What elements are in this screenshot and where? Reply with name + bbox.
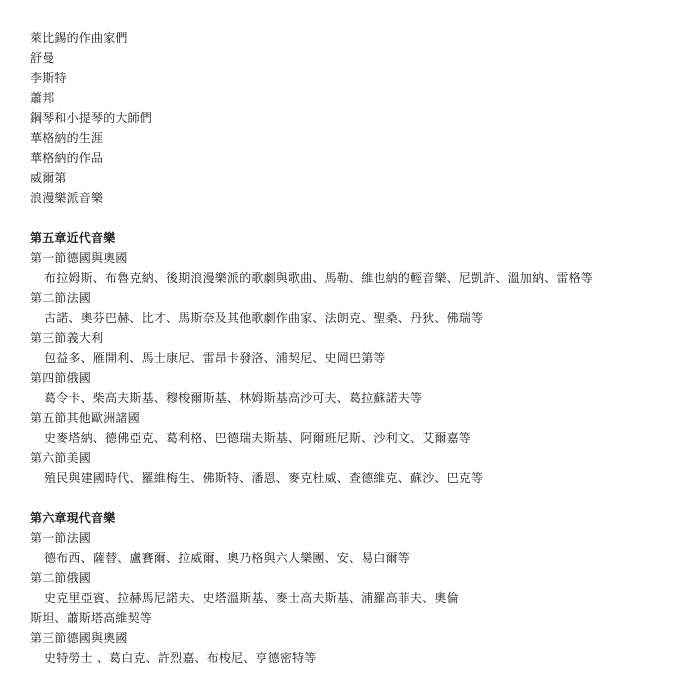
document-body	[30, 28, 690, 668]
section-content: 古諾、奧芬巴赫、比才、馬斯奈及其他歌劇作曲家、法朗克、聖桑、丹狄、佛瑞等	[44, 311, 484, 325]
section-content: 葛令卡、柴高夫斯基、穆梭爾斯基、林姆斯基高沙可夫、葛拉蘇諾夫等	[44, 391, 423, 405]
spacer	[30, 208, 690, 228]
intro-list	[30, 28, 690, 208]
section-content: 包益多、雁開利、馬士康尼、雷昂卡發洛、浦契尼、史岡巴第等	[44, 351, 386, 365]
section-content: 布拉姆斯、布魯克納、後期浪漫樂派的歌劇與歌曲、馬勒、維也納的輕音樂、尼凱許、溫加納、雷格等	[44, 271, 594, 285]
chapter-6	[30, 508, 690, 668]
list-item: 舒曼	[30, 51, 55, 65]
list-item: 萊比錫的作曲家們	[30, 31, 128, 45]
list-item: 蕭邦	[30, 91, 55, 105]
section-content: 史特勞士 、葛白克、許烈嘉、布梭尼、亨德密特等	[44, 651, 317, 665]
section-heading: 第一節德國與奧國	[30, 251, 128, 265]
spacer	[30, 488, 690, 508]
section-heading: 第三節義大利	[30, 331, 104, 345]
list-item: 浪漫樂派音樂	[30, 191, 104, 205]
list-item: 鋼琴和小提琴的大師們	[30, 111, 153, 125]
section-content-continued: 斯坦、蕭斯塔高維契等	[30, 611, 153, 625]
chapter-5	[30, 228, 690, 488]
section-heading: 第二節法國	[30, 291, 92, 305]
section-heading: 第五節其他歐洲諸國	[30, 411, 140, 425]
section-heading: 第四節俄國	[30, 371, 92, 385]
section-content: 史麥塔納、德佛亞克、葛利格、巴德瑞夫斯基、阿爾班尼斯、沙利文、艾爾嘉等	[44, 431, 472, 445]
section-content: 德布西、薩替、盧賽爾、拉威爾、奧乃格與六人樂團、安、易白爾等	[44, 551, 411, 565]
list-item: 華格納的生涯	[30, 131, 104, 145]
chapter-title: 第五章近代音樂	[30, 231, 116, 245]
section-heading: 第二節俄國	[30, 571, 92, 585]
list-item: 李斯特	[30, 71, 67, 85]
section-heading: 第一節法國	[30, 531, 92, 545]
section-heading: 第三節德國與奧國	[30, 631, 128, 645]
list-item: 威爾第	[30, 171, 67, 185]
chapter-title: 第六章現代音樂	[30, 511, 116, 525]
section-content: 史克里亞賓、拉赫馬尼諾夫、史塔溫斯基、麥士高夫斯基、浦羅高菲夫、奧倫	[44, 591, 459, 605]
section-heading: 第六節美國	[30, 451, 92, 465]
list-item: 華格納的作品	[30, 151, 104, 165]
section-content: 殖民與建國時代、羅維梅生、佛斯特、潘恩、麥克杜威、查德維克、蘇沙、巴克等	[44, 471, 484, 485]
